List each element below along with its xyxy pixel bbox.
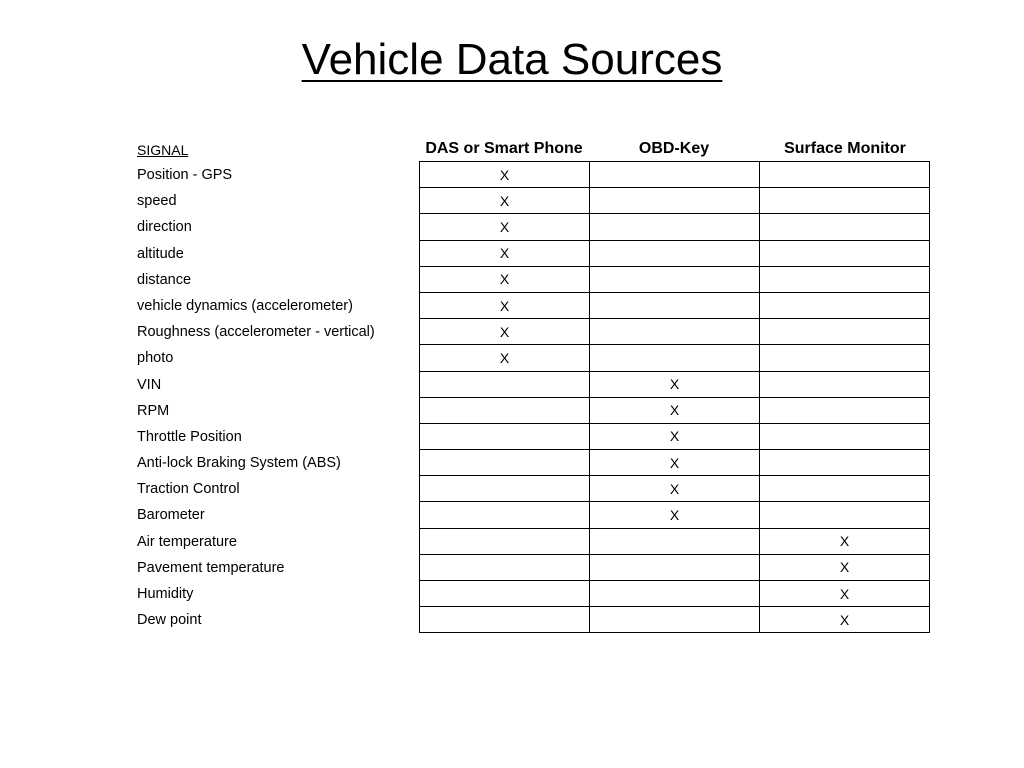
- slide-title: [0, 32, 1024, 88]
- signal-label: photo: [137, 350, 174, 367]
- table-row: [420, 266, 930, 292]
- signal-label: vehicle dynamics (accelerometer): [137, 297, 353, 314]
- table-cell: [760, 423, 930, 449]
- table-row: [420, 188, 930, 214]
- table-row: [420, 502, 930, 528]
- signal-label: Traction Control: [137, 481, 240, 498]
- column-header-surface-monitor: Surface Monitor: [784, 140, 906, 157]
- table-cell: [420, 476, 590, 502]
- table-cell: X: [760, 528, 930, 554]
- table-cell: X: [420, 319, 590, 345]
- table-cell: [420, 371, 590, 397]
- table-cell: [420, 502, 590, 528]
- table-cell: [420, 554, 590, 580]
- table-cell: [760, 292, 930, 318]
- table-cell: [760, 162, 930, 188]
- table-cell: [760, 214, 930, 240]
- table-cell: [760, 397, 930, 423]
- table-cell: X: [420, 292, 590, 318]
- table-cell: X: [590, 502, 760, 528]
- table-cell: [420, 423, 590, 449]
- column-header-das: DAS or Smart Phone: [425, 140, 583, 157]
- table-row: [420, 214, 930, 240]
- signal-label: Anti-lock Braking System (ABS): [137, 455, 341, 472]
- table-cell: X: [420, 240, 590, 266]
- table-cell: [760, 450, 930, 476]
- table-row: [420, 319, 930, 345]
- table-cell: X: [590, 450, 760, 476]
- signal-label: Position - GPS: [137, 167, 233, 183]
- signal-label: VIN: [137, 376, 162, 393]
- table-cell: X: [420, 214, 590, 240]
- table-row: [420, 554, 930, 580]
- table-row: [420, 345, 930, 371]
- signal-list: [137, 162, 419, 633]
- column-header-obd-key: OBD-Key: [638, 140, 710, 157]
- table-cell: [590, 345, 760, 371]
- column-headers: [419, 138, 931, 160]
- table-cell: [760, 266, 930, 292]
- signal-label: direction: [137, 219, 192, 236]
- table-cell: [590, 319, 760, 345]
- table-cell: [420, 450, 590, 476]
- table-row: [420, 450, 930, 476]
- table-cell: X: [420, 162, 590, 188]
- table-row: [420, 528, 930, 554]
- table-cell: X: [590, 476, 760, 502]
- table-cell: [760, 345, 930, 371]
- table-cell: [420, 607, 590, 633]
- table-row: [420, 240, 930, 266]
- signal-column-header: SIGNAL: [137, 142, 189, 158]
- table-cell: [590, 162, 760, 188]
- table-row: [420, 423, 930, 449]
- table-cell: [760, 476, 930, 502]
- table-cell: [590, 292, 760, 318]
- table-cell: X: [590, 371, 760, 397]
- table-cell: X: [590, 397, 760, 423]
- table-cell: X: [420, 345, 590, 371]
- signal-label: altitude: [137, 245, 184, 262]
- table-row: [420, 476, 930, 502]
- slide-title-text: Vehicle Data Sources: [301, 35, 723, 84]
- table-row: [420, 371, 930, 397]
- table-cell: X: [590, 423, 760, 449]
- data-source-grid: [419, 161, 930, 633]
- table-cell: [760, 188, 930, 214]
- signal-label: Air temperature: [137, 533, 237, 550]
- table-cell: [760, 240, 930, 266]
- signal-label: Dew point: [137, 612, 202, 629]
- table-cell: X: [760, 554, 930, 580]
- table-cell: [590, 581, 760, 607]
- table-cell: [590, 528, 760, 554]
- signal-label: RPM: [137, 402, 170, 419]
- signal-label: Barometer: [137, 507, 205, 524]
- table-cell: [760, 502, 930, 528]
- table-cell: X: [420, 188, 590, 214]
- signal-label: Throttle Position: [137, 428, 242, 445]
- table-cell: X: [420, 266, 590, 292]
- signal-label: distance: [137, 271, 192, 288]
- table-cell: X: [760, 581, 930, 607]
- table-cell: [590, 214, 760, 240]
- signal-label: Roughness (accelerometer - vertical): [137, 324, 375, 341]
- table-cell: [760, 371, 930, 397]
- table-cell: [590, 240, 760, 266]
- table-row: [420, 397, 930, 423]
- table-cell: [590, 188, 760, 214]
- table-row: [420, 162, 930, 188]
- table-cell: [760, 319, 930, 345]
- table-cell: [420, 528, 590, 554]
- table-row: [420, 581, 930, 607]
- signal-label: Pavement temperature: [137, 559, 285, 576]
- table-cell: [420, 397, 590, 423]
- grid-body: [420, 162, 930, 633]
- table-cell: [590, 607, 760, 633]
- table-row: [420, 292, 930, 318]
- table-cell: [420, 581, 590, 607]
- table-cell: [590, 266, 760, 292]
- signal-label: Humidity: [137, 586, 194, 602]
- table-cell: [590, 554, 760, 580]
- table-row: [420, 607, 930, 633]
- signal-label: speed: [137, 193, 177, 210]
- table-cell: X: [760, 607, 930, 633]
